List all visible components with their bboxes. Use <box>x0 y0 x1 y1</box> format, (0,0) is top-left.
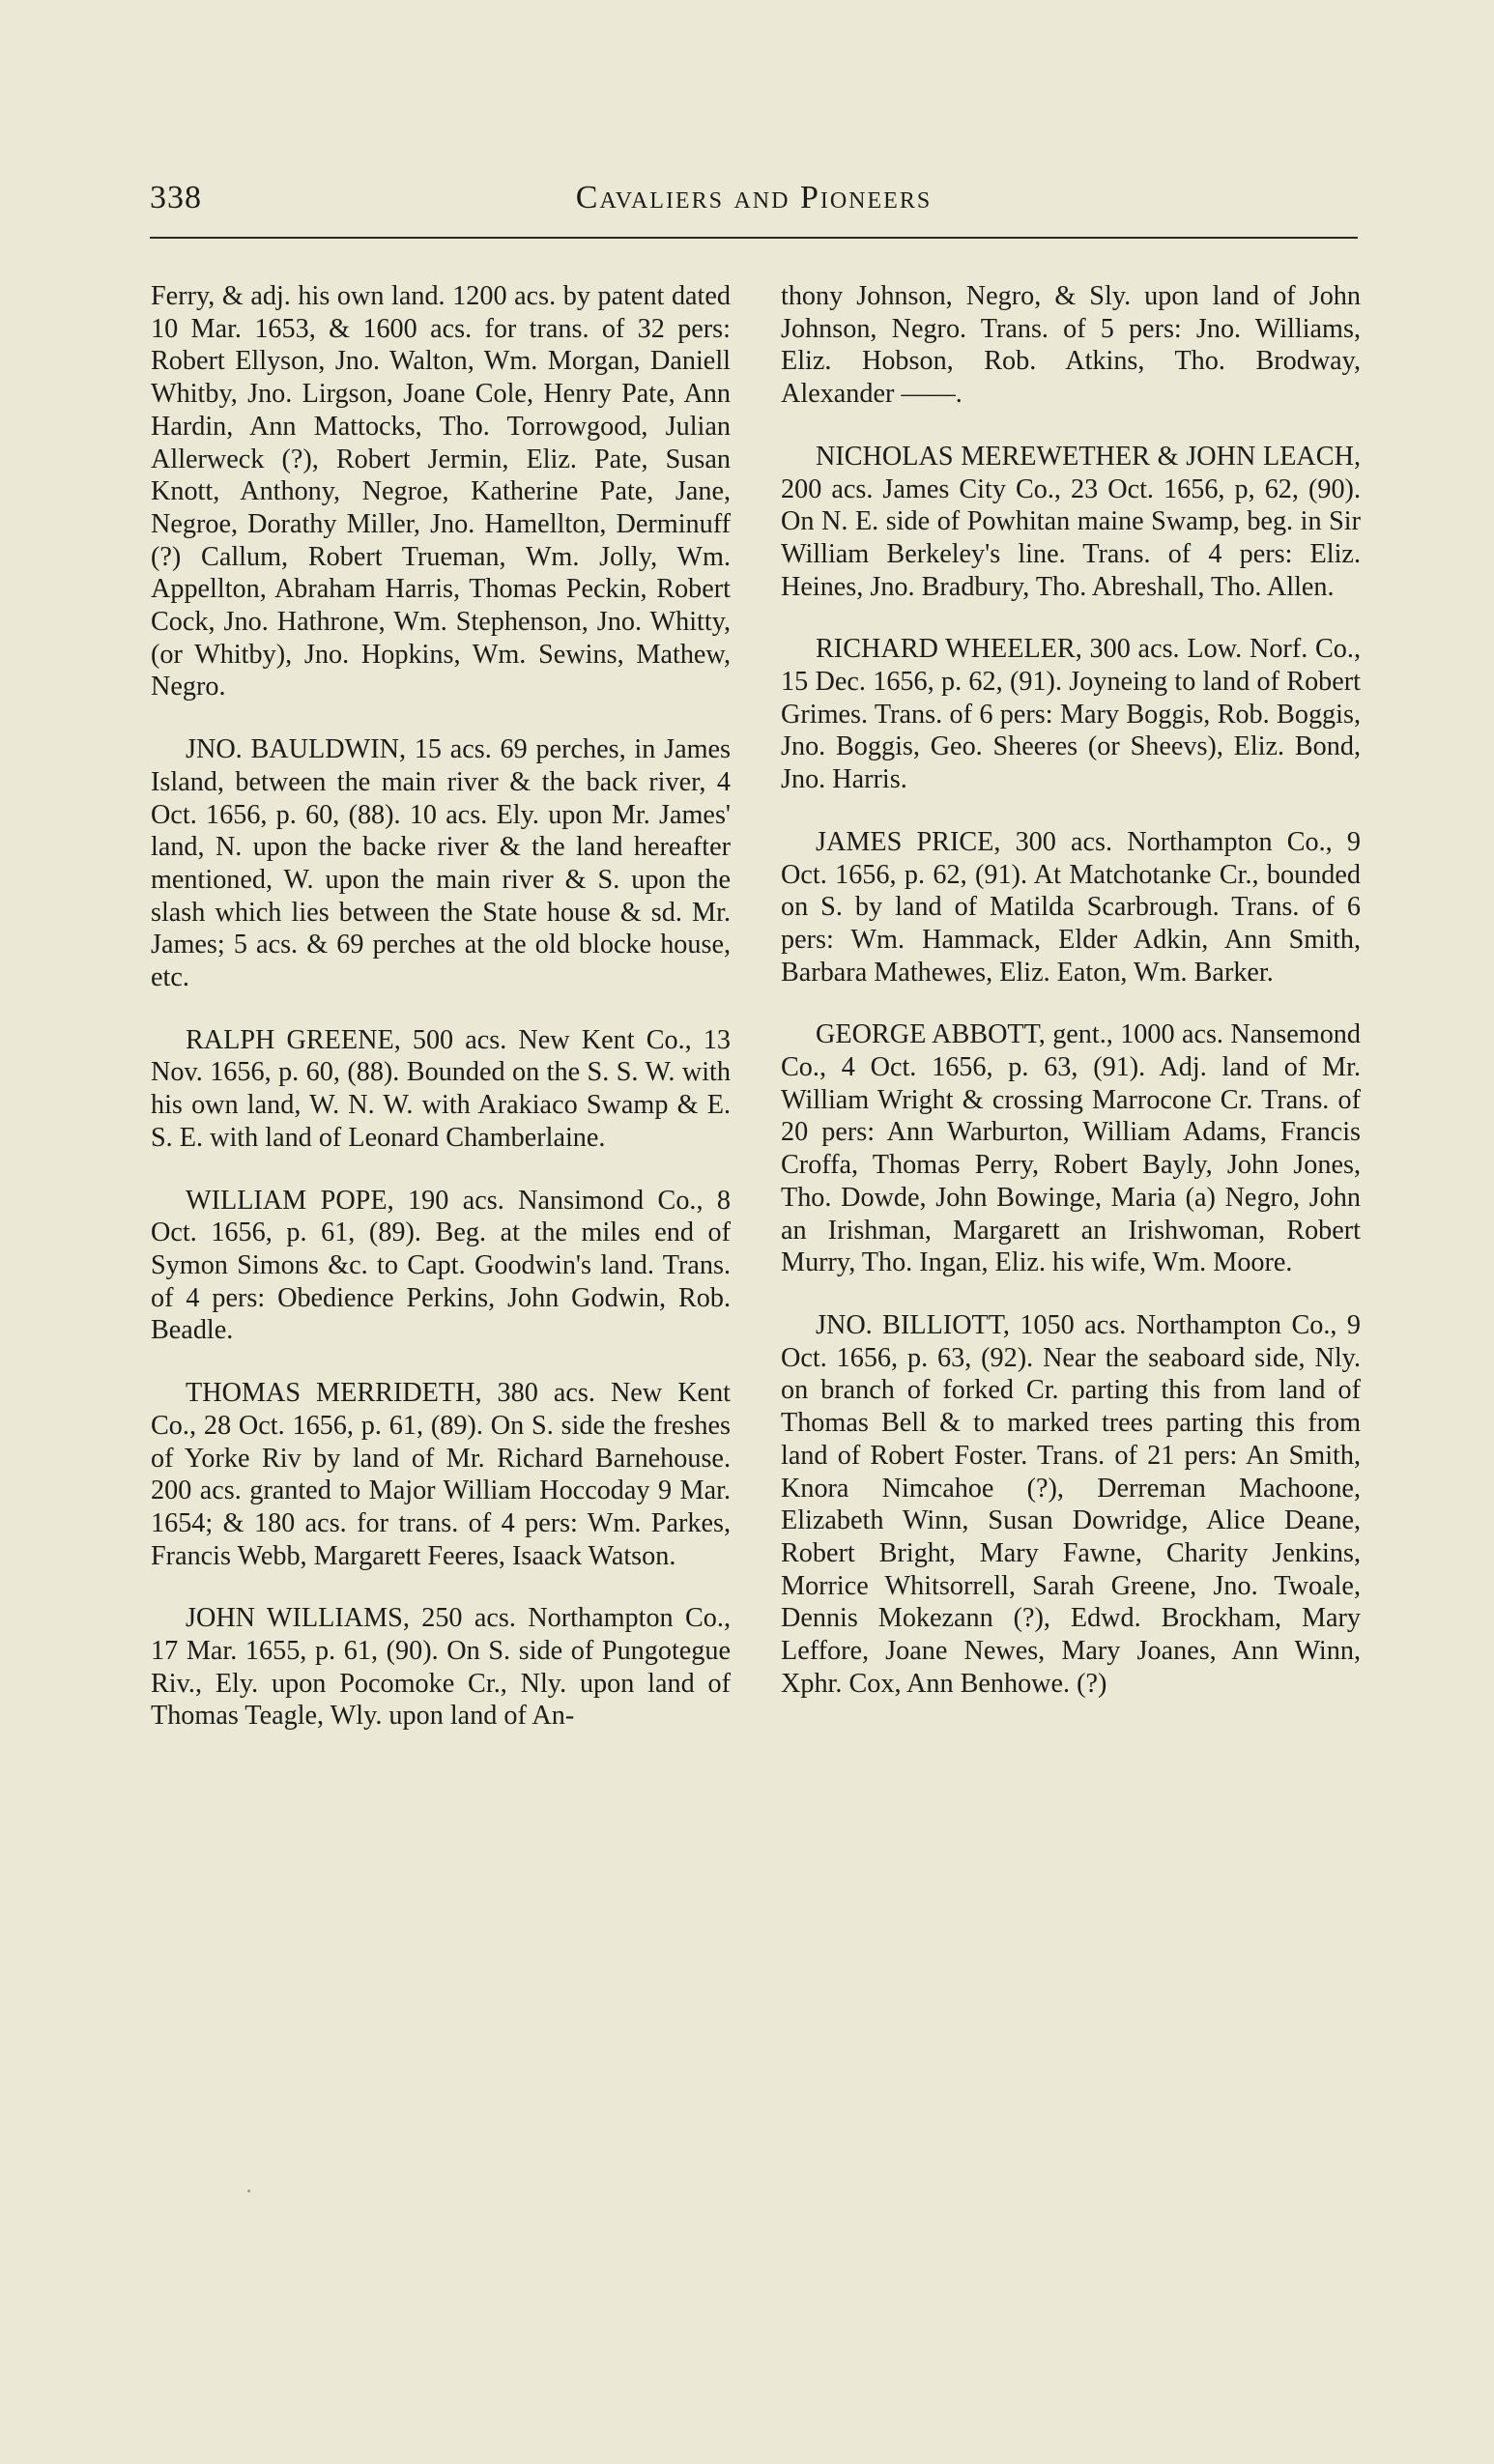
land-grant-entry: NICHOLAS MEREWETHER & JOHN LEACH, 200 acs. James City Co., 23 Oct. 1656, p, 62, (90). On N. E. side of Powhitan maine Swamp, beg. in Sir William Berkeley's line. Trans. of 4 pers: Eliz. Heines, Jno. Bradbury, Tho. Abreshall, Tho. Allen. <box>781 441 1361 602</box>
land-grant-entry: JNO. BAULDWIN, 15 acs. 69 perches, in James Island, between the main river & the back river, 4 Oct. 1656, p. 60, (88). 10 acs. Ely. upon Mr. James' land, N. upon the backe river & the land hereafter mentioned, W. upon the main river & S. upon the slash which lies between the State house & sd. Mr. James; 5 acs. & 69 perches at the old blocke house, etc. <box>151 734 731 993</box>
land-grant-entry: THOMAS MERRIDETH, 380 acs. New Kent Co., 28 Oct. 1656, p. 61, (89). On S. side the freshes of Yorke Riv by land of Mr. Richard Barnehouse. 200 acs. granted to Major William Hoccoday 9 Mar. 1654; & 180 acs. for trans. of 4 pers: Wm. Parkes, Francis Webb, Margarett Feeres, Isaack Watson. <box>151 1378 731 1571</box>
land-grant-entry: GEORGE ABBOTT, gent., 1000 acs. Nansemond Co., 4 Oct. 1656, p. 63, (91). Adj. land of Mr. William Wright & crossing Marrocone Cr. Trans. of 20 pers: Ann Warburton, William Adams, Francis Croffa, Thomas Perry, Robert Bayly, John Jones, Tho. Dowde, John Bowinge, Maria (a) Negro, John an Irishman, Margarett an Irishwoman, Robert Murry, Tho. Ingan, Eliz. his wife, Wm. Moore. <box>781 1019 1361 1278</box>
running-title: Cavaliers and Pioneers <box>575 180 933 215</box>
page-number: 338 <box>150 180 202 215</box>
paper-speck <box>247 2190 250 2192</box>
land-grant-entry: JOHN WILLIAMS, 250 acs. Northampton Co., 17 Mar. 1655, p. 61, (90). On S. side of Pungotegue Riv., Ely. upon Pocomoke Cr., Nly. upon land of Thomas Teagle, Wly. upon land of An- <box>151 1603 731 1732</box>
land-grant-entry: Ferry, & adj. his own land. 1200 acs. by patent dated 10 Mar. 1653, & 1600 acs. for trans. of 32 pers: Robert Ellyson, Jno. Walton, Wm. Morgan, Daniell Whitby, Jno. Lirgson, Joane Cole, Henry Pate, Ann Hardin, Ann Mattocks, Tho. Torrowgood, Julian Allerweck (?), Robert Jermin, Eliz. Pate, Susan Knott, Anthony, Negroe, Katherine Pate, Jane, Negroe, Dorathy Miller, Jno. Hamellton, Derminuff (?) Callum, Robert Trueman, Wm. Jolly, Wm. Appellton, Abraham Harris, Thomas Peckin, Robert Cock, Jno. Hathrone, Wm. Stephenson, Jno. Whitty, (or Whitby), Jno. Hopkins, Wm. Sewins, Mathew, Negro. <box>151 281 731 702</box>
land-grant-entry: RALPH GREENE, 500 acs. New Kent Co., 13 Nov. 1656, p. 60, (88). Bounded on the S. S. W. with his own land, W. N. W. with Arakiaco Swamp & E. S. E. with land of Leonard Chamberlaine. <box>151 1024 731 1153</box>
land-grant-entry: JNO. BILLIOTT, 1050 acs. Northampton Co., 9 Oct. 1656, p. 63, (92). Near the seaboard side, Nly. on branch of forked Cr. parting this from land of Thomas Bell & to marked trees parting this from land of Robert Foster. Trans. of 21 pers: An Smith, Knora Nimcahoe (?), Derreman Machoone, Elizabeth Winn, Susan Dowridge, Alice Deane, Robert Bright, Mary Fawne, Charity Jenkins, Morrice Whitsorrell, Sarah Greene, Jno. Twoale, Dennis Mokezann (?), Edwd. Brockham, Mary Leffore, Joane Newes, Mary Joanes, Ann Winn, Xphr. Cox, Ann Benhowe. (?) <box>781 1309 1361 1699</box>
page-header <box>150 180 1358 228</box>
land-grant-entry: RICHARD WHEELER, 300 acs. Low. Norf. Co., 15 Dec. 1656, p. 62, (91). Joyneing to land of Robert Grimes. Trans. of 6 pers: Mary Boggis, Rob. Boggis, Jno. Boggis, Geo. Sheeres (or Sheevs), Eliz. Bond, Jno. Harris. <box>781 634 1361 795</box>
right-column <box>781 280 1361 1700</box>
land-grant-entry: JAMES PRICE, 300 acs. Northampton Co., 9 Oct. 1656, p. 62, (91). At Matchotanke Cr., bounded on S. by land of Matilda Scarbrough. Trans. of 6 pers: Wm. Hammack, Elder Adkin, Ann Smith, Barbara Mathewes, Eliz. Eaton, Wm. Barker. <box>781 826 1361 988</box>
land-grant-entry: WILLIAM POPE, 190 acs. Nansimond Co., 8 Oct. 1656, p. 61, (89). Beg. at the miles end of Symon Simons &c. to Capt. Goodwin's land. Trans. of 4 pers: Obedience Perkins, John Godwin, Rob. Beadle. <box>151 1185 731 1346</box>
land-grant-entry: thony Johnson, Negro, & Sly. upon land of John Johnson, Negro. Trans. of 5 pers: Jno. Williams, Eliz. Hobson, Rob. Atkins, Tho. Brodway, Alexander ——. <box>781 281 1361 410</box>
left-column <box>151 280 731 1733</box>
header-rule <box>150 237 1358 239</box>
